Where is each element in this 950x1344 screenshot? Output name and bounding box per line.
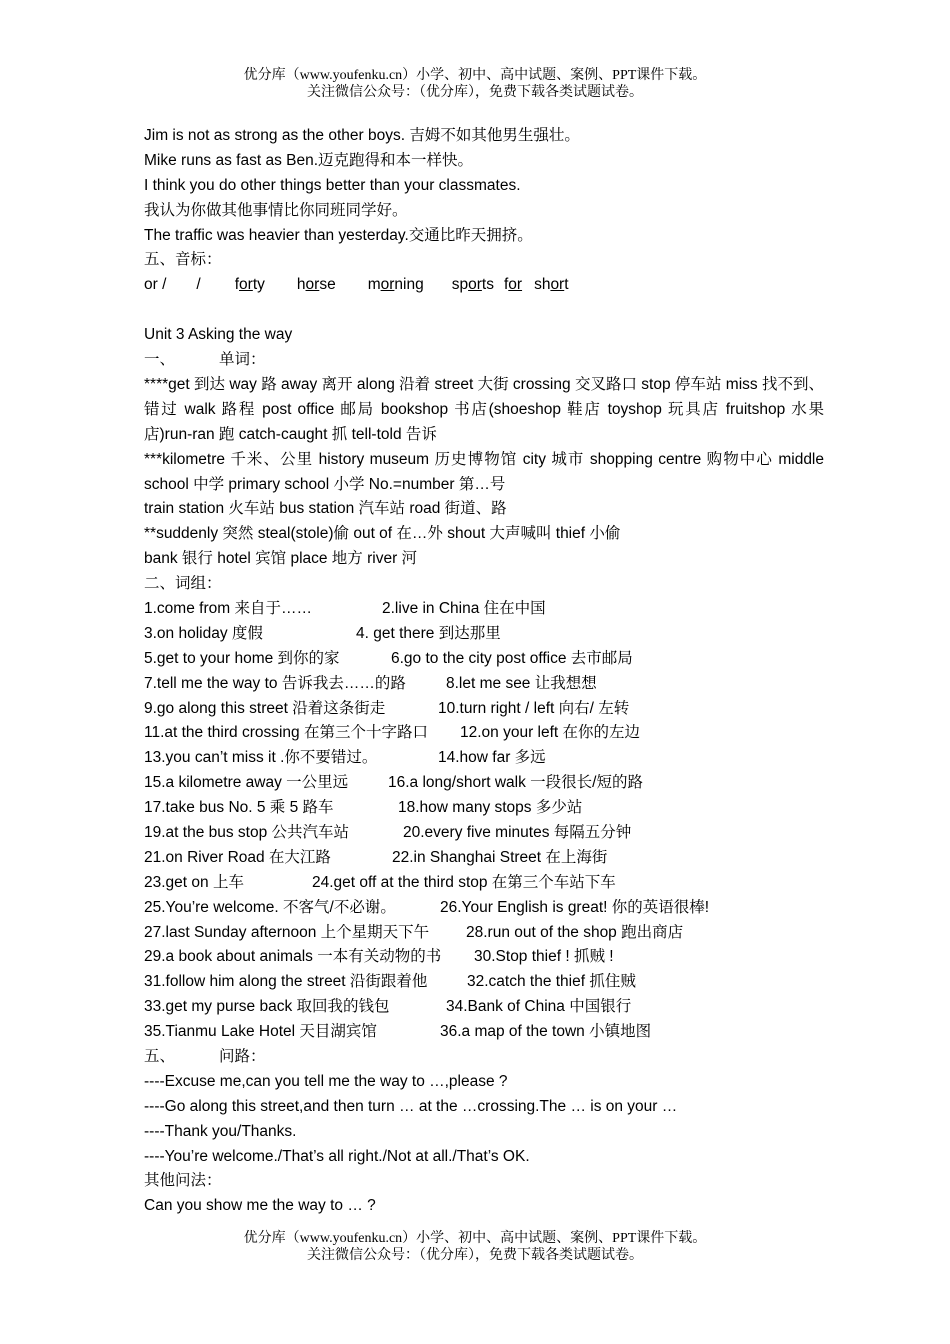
phonetic-word-forty: forty bbox=[234, 276, 265, 294]
phrase-row: 11.at the third crossing 在第三个十字路口 12.on your left 在你的左边 bbox=[144, 724, 641, 742]
header-line-2: 关注微信公众号：（优分库），免费下载各类试题试卷。 bbox=[307, 85, 643, 100]
dialogue-line: ----You’re welcome./That’s all right./Not at all./That’s OK. bbox=[144, 1147, 530, 1165]
dialogue-line: ----Go along this street,and then turn … at the …crossing.The … is on your … bbox=[144, 1097, 678, 1115]
phonetics-line bbox=[144, 273, 824, 298]
phrases-heading: 二、词组： bbox=[144, 575, 222, 593]
phonetic-word-short: short bbox=[534, 276, 569, 294]
page-header bbox=[0, 67, 950, 101]
phrase-row: 21.on River Road 在大江路 22.in Shanghai Street 在上海街 bbox=[144, 848, 608, 866]
phonetic-or: or / bbox=[144, 276, 167, 294]
phrase-row: 33.get my purse back 取回我的钱包 34.Bank of China 中国银行 bbox=[144, 998, 632, 1016]
phrase-row: 31.follow him along the street 沿街跟着他 32.catch the thief 抓住贼 bbox=[144, 973, 636, 991]
phrase-row: 27.last Sunday afternoon 上个星期天下午 28.run out of the shop 跑出商店 bbox=[144, 923, 684, 941]
phonetic-word-horse: horse bbox=[296, 276, 336, 294]
phrase-row: 9.go along this street 沿着这条街走 10.turn right / left 向右/ 左转 bbox=[144, 699, 630, 717]
phrase-row: 7.tell me the way to 告诉我去……的路 8.let me see 让我想想 bbox=[144, 674, 597, 692]
phrase-row: 23.get on 上车 24.get off at the third stop 在第三个车站下车 bbox=[144, 873, 616, 891]
document-body bbox=[144, 124, 824, 1219]
vocab-heading: 一、 单词： bbox=[144, 351, 266, 369]
phrase-row: 19.at the bus stop 公共汽车站 20.every five minutes 每隔五分钟 bbox=[144, 824, 632, 842]
sentence: I think you do other things better than your classmates. bbox=[144, 176, 521, 194]
phrase-row: 29.a book about animals 一本有关动物的书 30.Stop thief ! 抓贼 ! bbox=[144, 948, 614, 966]
other-heading: 其他问法： bbox=[144, 1172, 222, 1190]
sentence: The traffic was heavier than yesterday.交通比昨天拥挤。 bbox=[144, 226, 533, 244]
dialogue-line: ----Thank you/Thanks. bbox=[144, 1122, 297, 1140]
phrase-row: 13.you can’t miss it .你不要错过。 14.how far 多远 bbox=[144, 749, 546, 767]
footer-line-1: 优分库（www.youfenku.cn）小学、初中、高中试题、案例、PPT课件下载。 bbox=[243, 1231, 707, 1246]
vocab-three-star: ***kilometre 千米、公里 history museum 历史博物馆 city 城市 shopping centre 购物中心 middle school 中学 primary school 小学 No.=number 第…号 bbox=[144, 450, 824, 493]
phonetic-word-morning: morning bbox=[367, 276, 424, 294]
phrase-row: 5.get to your home 到你的家 6.go to the city post office 去市邮局 bbox=[144, 649, 633, 667]
sentence: Jim is not as strong as the other boys. 吉姆不如其他男生强壮。 bbox=[144, 127, 580, 144]
other-question: Can you show me the way to … ? bbox=[144, 1197, 376, 1215]
vocab-two-star-cont: bank 银行 hotel 宾馆 place 地方 river 河 bbox=[144, 550, 418, 568]
sentence: 我认为你做其他事情比你同班同学好。 bbox=[144, 201, 408, 219]
header-line-1: 优分库（www.youfenku.cn）小学、初中、高中试题、案例、PPT课件下载。 bbox=[243, 68, 707, 83]
sentence: Mike runs as fast as Ben.迈克跑得和本一样快。 bbox=[144, 151, 474, 169]
phrase-row: 35.Tianmu Lake Hotel 天目湖宾馆 36.a map of the town 小镇地图 bbox=[144, 1023, 652, 1041]
phonetic-word-sports: sports bbox=[451, 276, 494, 294]
phrase-row: 15.a kilometre away 一公里远 16.a long/short walk 一段很长/短的路 bbox=[144, 774, 643, 792]
unit-title: Unit 3 Asking the way bbox=[144, 326, 293, 344]
dialogue-line: ----Excuse me,can you tell me the way to …,please ? bbox=[144, 1072, 508, 1090]
blank-line bbox=[144, 298, 824, 323]
phrase-row: 1.come from 来自于…… 2.live in China 住在中国 bbox=[144, 600, 546, 617]
asking-heading: 五、 问路： bbox=[144, 1048, 266, 1066]
footer-line-2: 关注微信公众号：（优分库），免费下载各类试题试卷。 bbox=[307, 1248, 643, 1263]
page-footer bbox=[0, 1230, 950, 1264]
phonetic-slash: / bbox=[196, 276, 201, 294]
phonetic-word-for: for bbox=[503, 276, 523, 294]
phrase-row: 3.on holiday 度假 4. get there 到达那里 bbox=[144, 624, 501, 642]
phrase-row: 17.take bus No. 5 乘 5 路车 18.how many stops 多少站 bbox=[144, 799, 583, 817]
vocab-two-star: **suddenly 突然 steal(stole)偷 out of 在…外 shout 大声喊叫 thief 小偷 bbox=[144, 525, 621, 543]
phonetics-heading: 五、音标： bbox=[144, 251, 222, 269]
phrase-row: 25.You’re welcome. 不客气/不必谢。 26.Your English is great! 你的英语很棒! bbox=[144, 898, 710, 916]
vocab-three-star-cont: train station 火车站 bus station 汽车站 road 街道、路 bbox=[144, 500, 507, 518]
vocab-four-star: ****get 到达 way 路 away 离开 along 沿着 street 大街 crossing 交叉路口 stop 停车站 miss 找不到、错过 walk 路程 post office 邮局 bookshop 书店(shoeshop 鞋店 toyshop 玩具店 fruitshop 水果店)run-ran 跑 catch-caught 抓 tell-told 告诉 bbox=[144, 375, 824, 443]
